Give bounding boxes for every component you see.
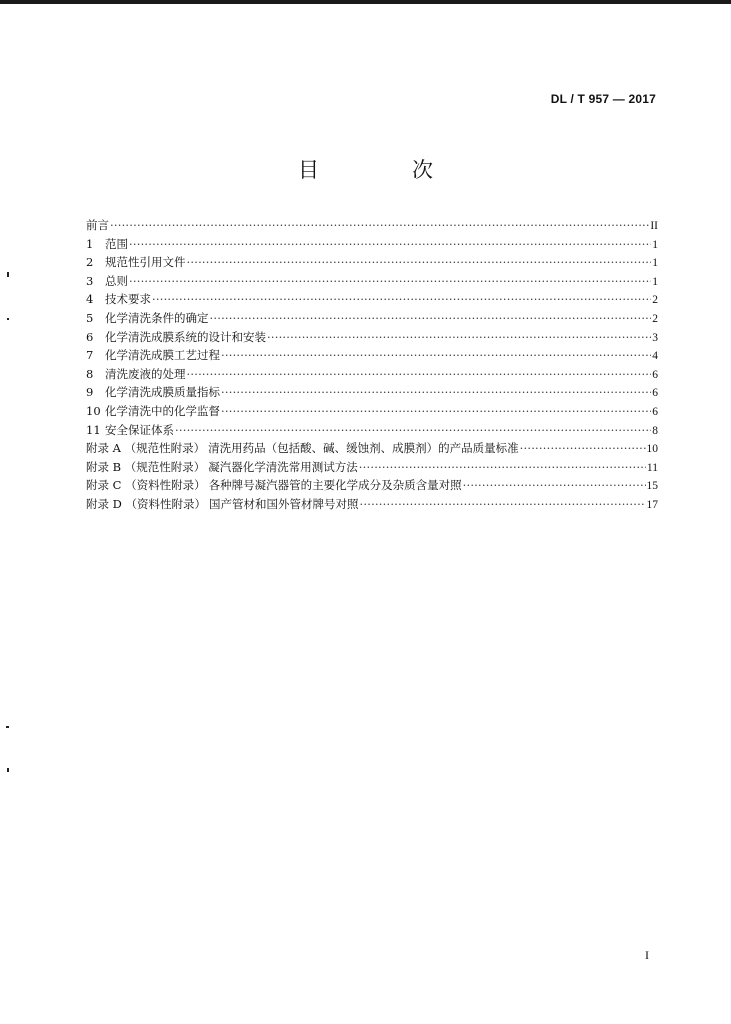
toc-entry[interactable] xyxy=(86,495,658,514)
toc-entry-number: 10 xyxy=(86,403,101,418)
toc-entry-page: 2 xyxy=(652,312,658,325)
toc-entry-label: 安全保证体系 xyxy=(105,422,174,437)
toc-entry-label: 化学清洗成膜质量指标 xyxy=(105,385,220,400)
toc-entry-page: 10 xyxy=(646,443,658,456)
toc-entry-page: II xyxy=(650,220,658,232)
toc-entry-label: 总则 xyxy=(105,273,128,288)
toc-entry-page: 4 xyxy=(652,350,658,363)
toc-dot-leader xyxy=(221,346,651,365)
toc-entry-page: 6 xyxy=(652,368,658,381)
scan-speck xyxy=(7,318,9,320)
toc-entry-page: 3 xyxy=(652,331,658,344)
toc-entry-number: 11 xyxy=(86,422,101,437)
toc-dot-leader xyxy=(129,235,651,254)
toc-dot-leader xyxy=(187,365,652,384)
toc-entry-number: 2 xyxy=(86,255,94,270)
standard-code: DL / T 957 — 2017 xyxy=(550,92,656,106)
toc-entry-label: 前言 xyxy=(86,218,109,232)
toc-entry[interactable] xyxy=(86,253,658,272)
toc-entry-page: 1 xyxy=(652,257,658,270)
toc-dot-leader xyxy=(463,476,646,495)
toc-entry-label: 化学清洗条件的确定 xyxy=(105,310,209,325)
toc-entry-page: 2 xyxy=(652,294,658,307)
toc-entry-number: 附录 A （规范性附录） xyxy=(86,441,206,456)
scan-speck xyxy=(6,726,9,728)
toc-entry-page: 17 xyxy=(646,498,658,511)
toc-dot-leader xyxy=(221,383,651,402)
toc-entry-page: 15 xyxy=(646,480,658,493)
toc-entry-number: 6 xyxy=(86,329,94,344)
toc-entry[interactable] xyxy=(86,216,658,235)
toc-entry[interactable] xyxy=(86,328,658,347)
toc-entry-label: 范围 xyxy=(105,236,128,251)
toc-dot-leader xyxy=(175,421,651,440)
toc-entry-number: 附录 C （资料性附录） xyxy=(86,478,206,493)
toc-entry-label: 化学清洗中的化学监督 xyxy=(105,403,220,418)
toc-dot-leader xyxy=(267,328,651,347)
table-of-contents xyxy=(86,216,658,514)
toc-entry-label: 国产管材和国外管材牌号对照 xyxy=(209,496,359,511)
page-title: 目 次 xyxy=(298,158,469,182)
toc-entry-page: 1 xyxy=(652,238,658,251)
toc-entry[interactable] xyxy=(86,421,658,440)
toc-entry-page: 6 xyxy=(652,387,658,400)
toc-entry[interactable] xyxy=(86,458,658,477)
toc-entry[interactable] xyxy=(86,235,658,254)
toc-entry-label: 化学清洗成膜工艺过程 xyxy=(105,348,220,363)
scan-speck xyxy=(7,272,9,277)
scan-speck xyxy=(7,768,9,772)
toc-entry-number: 3 xyxy=(86,273,94,288)
toc-entry[interactable] xyxy=(86,309,658,328)
toc-entry[interactable] xyxy=(86,290,658,309)
toc-entry-page: 11 xyxy=(646,461,658,474)
toc-dot-leader xyxy=(520,439,646,458)
toc-dot-leader xyxy=(210,309,652,328)
toc-entry[interactable] xyxy=(86,439,658,458)
toc-entry[interactable] xyxy=(86,346,658,365)
toc-entry-label: 清洗废液的处理 xyxy=(105,366,186,381)
toc-entry-number: 7 xyxy=(86,348,94,363)
toc-entry[interactable] xyxy=(86,383,658,402)
toc-dot-leader xyxy=(129,272,651,291)
toc-entry-page: 1 xyxy=(652,275,658,288)
toc-entry-label: 清洗用药品（包括酸、碱、缓蚀剂、成膜剂）的产品质量标准 xyxy=(208,441,519,456)
toc-entry-number: 9 xyxy=(86,385,94,400)
toc-entry-label: 各种牌号凝汽器管的主要化学成分及杂质含量对照 xyxy=(208,478,462,493)
toc-dot-leader xyxy=(110,216,649,235)
toc-entry-number: 8 xyxy=(86,366,94,381)
toc-entry-page: 8 xyxy=(652,424,658,437)
toc-entry-page: 6 xyxy=(652,405,658,418)
toc-entry-number: 附录 D （资料性附录） xyxy=(86,496,207,511)
toc-dot-leader xyxy=(360,495,646,514)
toc-entry-label: 技术要求 xyxy=(105,292,151,307)
toc-dot-leader xyxy=(221,402,651,421)
toc-entry[interactable] xyxy=(86,272,658,291)
toc-entry[interactable] xyxy=(86,476,658,495)
toc-dot-leader xyxy=(187,253,652,272)
toc-entry-number: 附录 B （规范性附录） xyxy=(86,459,206,474)
toc-entry-number: 5 xyxy=(86,310,94,325)
toc-entry-number: 4 xyxy=(86,292,94,307)
toc-entry-label: 化学清洗成膜系统的设计和安装 xyxy=(105,329,266,344)
toc-entry[interactable] xyxy=(86,365,658,384)
page-top-border xyxy=(0,0,731,4)
page-number: I xyxy=(645,948,649,962)
toc-entry[interactable] xyxy=(86,402,658,421)
toc-dot-leader xyxy=(152,290,651,309)
toc-entry-number: 1 xyxy=(86,236,94,251)
toc-dot-leader xyxy=(359,458,646,477)
toc-entry-label: 规范性引用文件 xyxy=(105,255,186,270)
toc-entry-label: 凝汽器化学清洗常用测试方法 xyxy=(208,459,358,474)
